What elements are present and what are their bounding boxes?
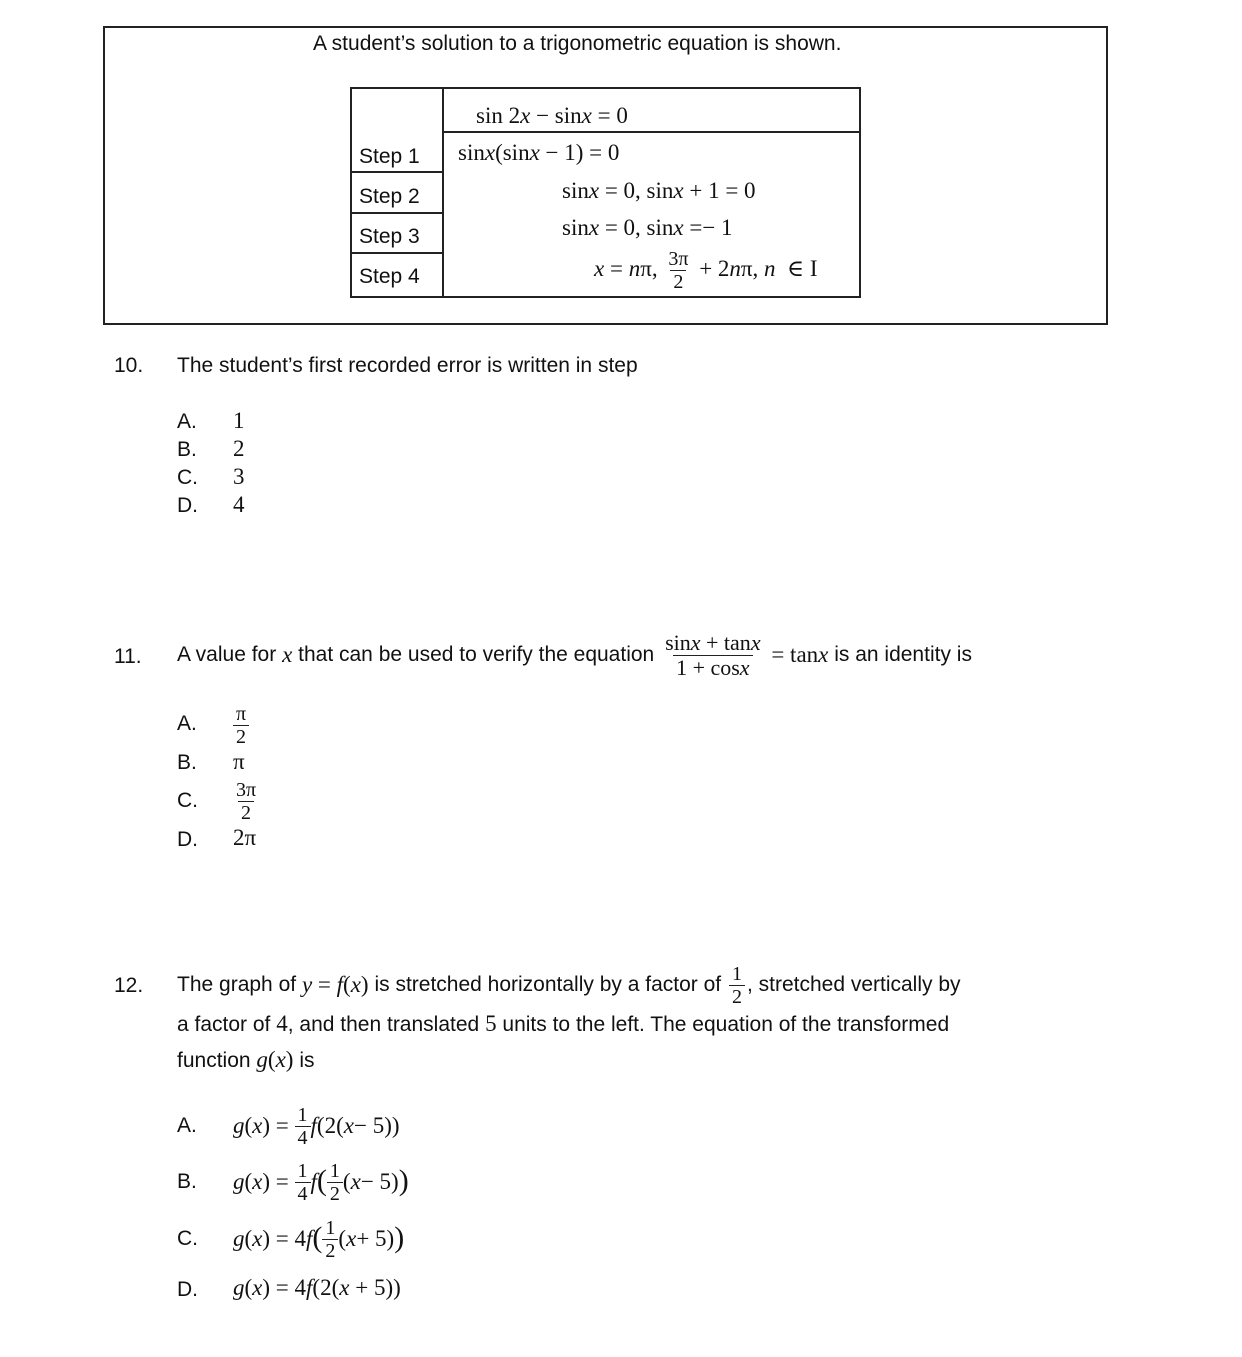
q12-option-a-letter[interactable]: A. <box>177 1114 197 1137</box>
q12-option-b-letter[interactable]: B. <box>177 1170 197 1193</box>
q11-option-c-value[interactable]: $\frac{3\pi}{2}$ <box>236 779 257 824</box>
step-2-work: sinx = 0, sinx + 1 = 0 <box>562 178 756 203</box>
q12-option-a-value[interactable]: g ( x ) = $\frac{1}{4}$ f (2( x − 5)) <box>233 1103 400 1149</box>
step-2-label: Step 2 <box>359 185 420 208</box>
q12-line-2: a factor of 4, and then translated 5 units to the left. The equation of the transformed <box>177 1011 950 1036</box>
q12-number: 12. <box>114 974 144 997</box>
q10-option-b-value[interactable]: 2 <box>233 436 245 461</box>
q11-number: 11. <box>114 645 142 668</box>
q12-line-3: function g(x) is <box>177 1047 315 1072</box>
q12-option-d-letter[interactable]: D. <box>177 1278 198 1301</box>
q11-option-d-letter[interactable]: D. <box>177 828 198 851</box>
original-equation: sin 2x − sinx = 0 <box>476 103 628 128</box>
step-3-work: sinx = 0, sinx =− 1 <box>562 215 733 240</box>
q11-text: A value for x that can be used to verify the equation $\frac{\sin x + \tan x}{1 + \cos x}$ = tanx is an identity is <box>177 629 972 680</box>
q10-option-b-letter[interactable]: B. <box>177 438 197 461</box>
step-1-label: Step 1 <box>359 145 420 168</box>
q10-text: The student’s first recorded error is written in step <box>177 354 638 377</box>
step-4-work: x = nπ, $\frac{3\pi}{2}$ + 2nπ, n ∈ I <box>594 248 818 293</box>
q10-option-a-value[interactable]: 1 <box>233 408 245 433</box>
step-1-work: sinx(sinx − 1) = 0 <box>458 140 620 165</box>
step-4-label: Step 4 <box>359 265 420 288</box>
step-3-label: Step 3 <box>359 225 420 248</box>
q10-option-c-letter[interactable]: C. <box>177 466 198 489</box>
q11-option-d-value[interactable]: 2π <box>233 825 257 850</box>
q10-option-c-value[interactable]: 3 <box>233 464 245 489</box>
q10-option-d-value[interactable]: 4 <box>233 492 245 517</box>
q11-option-a-letter[interactable]: A. <box>177 712 197 735</box>
q12-line-1: The graph of y = f(x) is stretched horizontally by a factor of $\frac{1}{2}$ , stretched vertically by <box>177 962 961 1008</box>
q11-option-b-value[interactable]: π <box>233 749 245 774</box>
q11-option-a-value[interactable]: $\frac{\pi}{2}$ <box>233 704 249 747</box>
q10-option-d-letter[interactable]: D. <box>177 494 198 517</box>
q12-option-d-value[interactable]: g(x) = 4f(2(x + 5)) <box>233 1275 401 1300</box>
q11-option-b-letter[interactable]: B. <box>177 751 197 774</box>
q12-option-b-value[interactable]: g ( x ) = $\frac{1}{4}$ f ( $\frac{1}{2}$ ( x − 5) ) <box>233 1159 409 1205</box>
intro-title: A student’s solution to a trigonometric equation is shown. <box>313 32 842 55</box>
q10-option-a-letter[interactable]: A. <box>177 410 197 433</box>
q11-option-c-letter[interactable]: C. <box>177 789 198 812</box>
q12-option-c-value[interactable]: g ( x ) = 4 f ( $\frac{1}{2}$ ( x + 5) ) <box>233 1216 405 1262</box>
q12-option-c-letter[interactable]: C. <box>177 1227 198 1250</box>
q10-number: 10. <box>114 354 144 377</box>
